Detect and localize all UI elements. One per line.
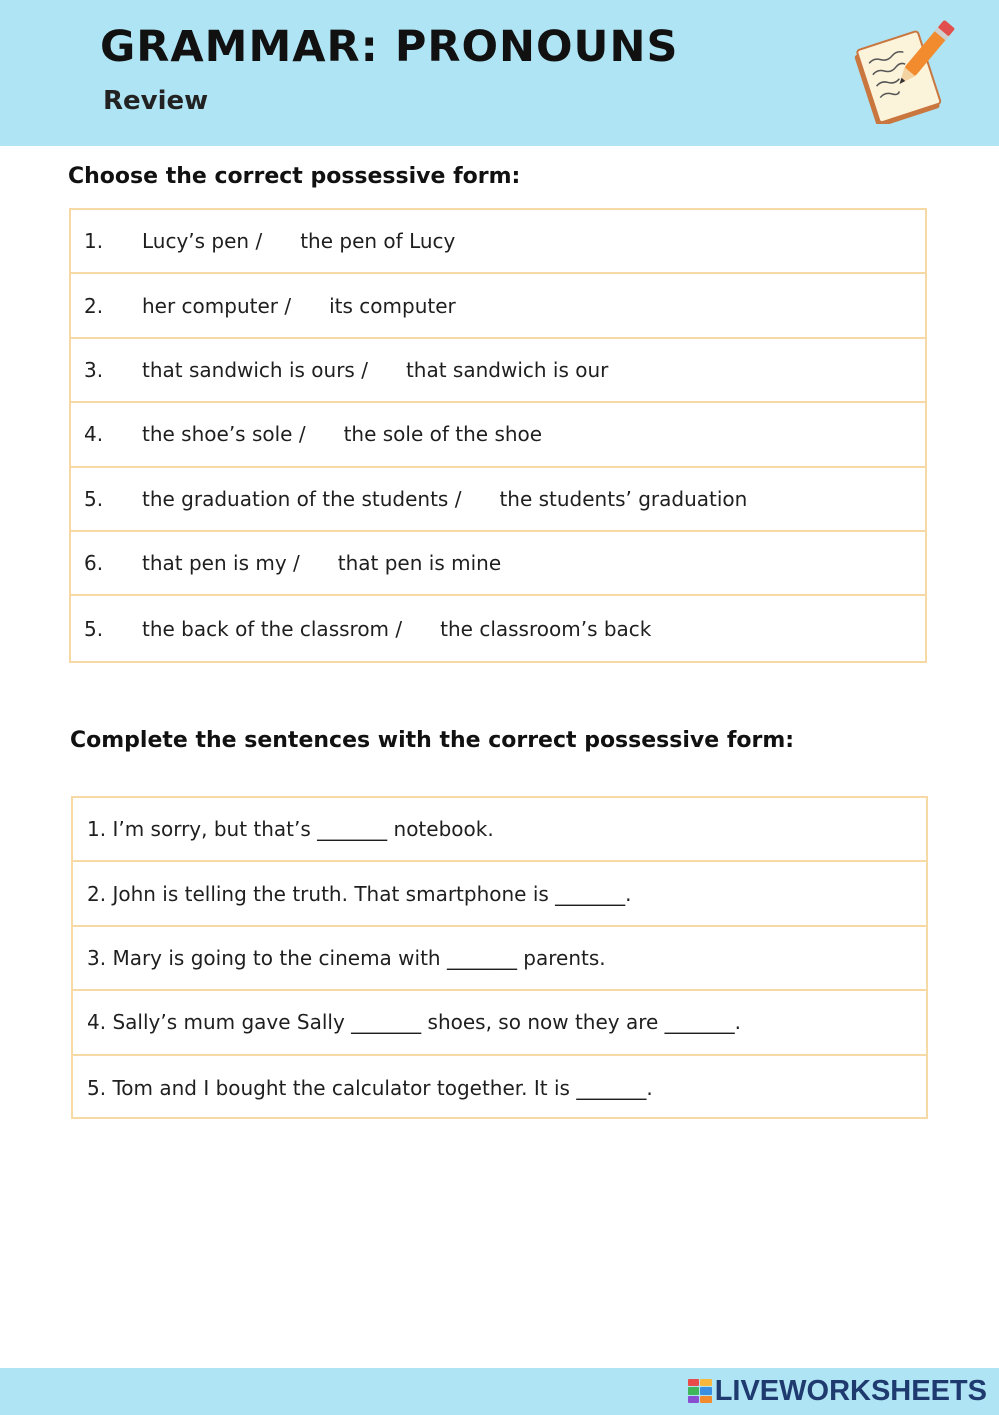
choice-number: 2.: [84, 293, 104, 318]
page-title: GRAMMAR: PRONOUNS: [100, 22, 679, 72]
choice-row: [71, 596, 925, 661]
choice-number: 4.: [84, 422, 104, 447]
footer-band: [0, 1368, 999, 1415]
choice-option-b[interactable]: that pen is mine: [337, 551, 502, 576]
sentence-row[interactable]: 1. I’m sorry, but that’s _______ notebook.: [73, 798, 926, 862]
sentence-row[interactable]: 4. Sally’s mum gave Sally _______ shoes, so now they are _______.: [73, 991, 926, 1055]
choice-option-b[interactable]: its computer: [329, 293, 456, 318]
choice-row: [71, 210, 925, 274]
liveworksheets-logo-icon: [688, 1379, 712, 1403]
choice-row: [71, 274, 925, 338]
sentence-row[interactable]: 2. John is telling the truth. That smartphone is _______.: [73, 862, 926, 926]
choice-option-a[interactable]: the graduation of the students /: [142, 486, 462, 511]
choice-row: [71, 403, 925, 467]
choice-option-a[interactable]: that pen is my /: [142, 551, 300, 576]
choice-number: 5.: [84, 486, 104, 511]
choice-row: [71, 468, 925, 532]
choice-number: 6.: [84, 551, 104, 576]
liveworksheets-logo-text: LIVEWORKSHEETS: [714, 1374, 987, 1407]
section1-heading: Choose the correct possessive form:: [68, 164, 521, 189]
sentence-row[interactable]: 3. Mary is going to the cinema with _______ parents.: [73, 927, 926, 991]
liveworksheets-logo[interactable]: [688, 1374, 987, 1408]
sentence-row[interactable]: 5. Tom and I bought the calculator together. It is _______.: [87, 1075, 653, 1100]
choice-option-b[interactable]: that sandwich is our: [405, 357, 609, 382]
choice-option-b[interactable]: the classroom’s back: [440, 616, 652, 641]
section2-heading: Complete the sentences with the correct possessive form:: [70, 728, 795, 753]
notepad-pencil-icon: [846, 14, 956, 124]
choice-option-a[interactable]: that sandwich is ours /: [142, 357, 368, 382]
choice-row: [71, 339, 925, 403]
choice-option-a[interactable]: Lucy’s pen /: [142, 229, 263, 254]
choice-row: [71, 532, 925, 596]
choice-option-a[interactable]: her computer /: [142, 293, 292, 318]
sentence-table: [71, 796, 928, 1119]
choice-number: 3.: [84, 357, 104, 382]
choice-option-b[interactable]: the students’ graduation: [499, 486, 748, 511]
choice-option-b[interactable]: the pen of Lucy: [300, 229, 456, 254]
header-band: [0, 0, 999, 146]
choice-option-a[interactable]: the back of the classrom /: [142, 616, 403, 641]
choice-number: 1.: [84, 229, 104, 254]
choice-number: 5.: [84, 616, 104, 641]
choice-option-a[interactable]: the shoe’s sole /: [142, 422, 306, 447]
page-subtitle: Review: [103, 86, 209, 116]
choice-option-b[interactable]: the sole of the shoe: [343, 422, 543, 447]
choice-table: [69, 208, 927, 663]
